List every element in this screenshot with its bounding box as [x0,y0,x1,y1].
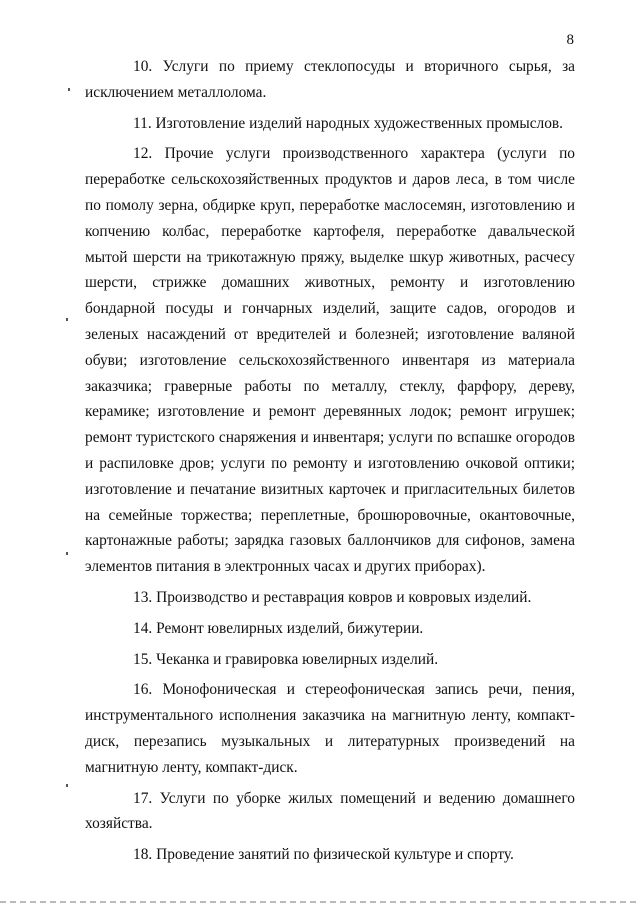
list-item-12: 12. Прочие услуги производственного характера (услуги по переработке сельскохозяйственных продуктов и даров леса, в том числе по помолу зерна, обдирке круп, переработке маслосемян, изготовлению и копчению колбас, переработке картофеля, переработке давальческой мытой шерсти на трикотажную пряжу, выделке шкур животных, расчесу шерсти, стрижке домашних животных, ремонту и изготовлению бондарной посуды и гончарных изделий, защите садов, огородов и зеленых насаждений от вредителей и болезней; изготовление валяной обуви; изготовление сельскохозяйственного инвентаря из материала заказчика; граверные работы по металлу, стеклу, фарфору, дереву, керамике; изготовление и ремонт деревянных лодок; ремонт игрушек; ремонт туристского снаряжения и инвентаря; услуги по вспашке огородов и распиловке дров; услуги по ремонту и изготовлению очковой оптики; изготовление и печатание визитных карточек и пригласительных билетов на семейные торжества; переплетные, брошюровочные, окантовочные, картонажные работы; зарядка газовых баллончиков для сифонов, замена элементов питания в электронных часах и других приборах). [85,145,575,576]
list-item-11: 11. Изготовление изделий народных художественных промыслов. [133,114,564,132]
list-item-17: 17. Услуги по уборке жилых помещений и ведению домашнего хозяйства. [85,789,575,833]
scan-mark [66,552,68,555]
list-item-10: 10. Услуги по приему стеклопосуды и вторичного сырья, за исключением металлолома. [85,58,575,101]
list-item-18: 18. Проведение занятий по физической культуре и спорту. [133,846,514,864]
document-body [85,54,575,873]
scan-mark [66,784,68,787]
page-bottom-edge [0,901,640,903]
list-item-14: 14. Ремонт ювелирных изделий, бижутерии. [133,619,424,637]
list-item-16: 16. Монофоническая и стереофоническая запись речи, пения, инструментального исполнения заказчика на магнитную ленту, компакт-диск, перезапись музыкальных и литературных произведений на магнитную ленту, компакт-диск. [85,681,575,776]
list-item-13: 13. Производство и реставрация ковров и ковровых изделий. [133,588,532,606]
scan-mark [66,318,68,321]
scan-mark [68,88,70,91]
page-number: 8 [566,32,574,48]
list-item-15: 15. Чеканка и гравировка ювелирных изделий. [133,650,439,668]
